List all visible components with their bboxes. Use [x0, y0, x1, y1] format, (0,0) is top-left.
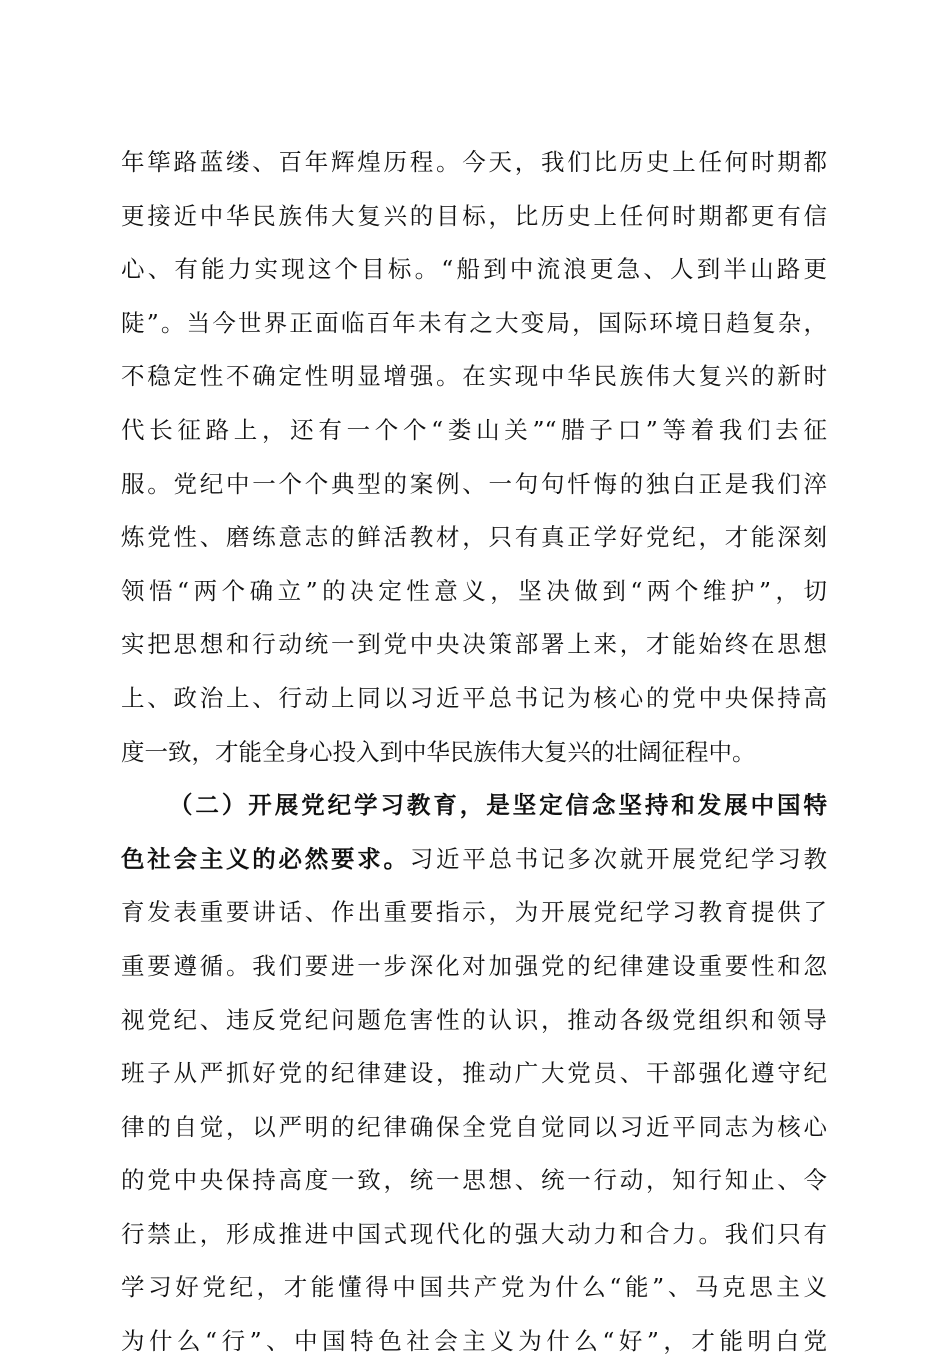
paragraph-2 [121, 779, 827, 1369]
text-line: 为什么“行”、中国特色社会主义为什么“好”，才能明白党 [121, 1327, 827, 1356]
text-line: 领悟“两个确立”的决定性意义，坚决做到“两个维护”，切 [121, 576, 827, 605]
text-line: 上、政治上、行动上同以习近平总书记为核心的党中央保持高 [121, 683, 827, 712]
text-line: 学习好党纪，才能懂得中国共产党为什么“能”、马克思主义 [121, 1273, 827, 1302]
text-line: 班子从严抓好党的纪律建设，推动广大党员、干部强化遵守纪 [121, 1059, 827, 1088]
text-line: 心、有能力实现这个目标。“船到中流浪更急、人到半山路更 [121, 255, 827, 284]
text-line: 年筚路蓝缕、百年辉煌历程。今天，我们比历史上任何时期都 [121, 148, 827, 176]
text-line: 的党中央保持高度一致，统一思想、统一行动，知行知止、令 [121, 1166, 827, 1195]
text-line: 不稳定性不确定性明显增强。在实现中华民族伟大复兴的新时 [121, 362, 827, 391]
text-line: 代长征路上，还有一个个“娄山关”“腊子口”等着我们去征 [121, 415, 827, 444]
text-line: 行禁止，形成推进中国式现代化的强大动力和合力。我们只有 [121, 1219, 827, 1248]
body-text [121, 136, 827, 1369]
text-line: 律的自觉，以严明的纪律确保全党自觉同以习近平同志为核心 [121, 1112, 827, 1141]
text-line: 视党纪、违反党纪问题危害性的认识，推动各级党组织和领导 [121, 1005, 827, 1034]
section-heading: （二）开展党纪学习教育，是坚定信念坚持和发展中国特 [169, 791, 827, 820]
text-line: 陡”。当今世界正面临百年未有之大变局，国际环境日趋复杂， [121, 308, 827, 337]
text-line: 服。党纪中一个个典型的案例、一句句忏悔的独白正是我们淬 [121, 469, 827, 498]
text-span: 习近平总书记多次就开展党纪学习教 [409, 844, 827, 873]
text-line [121, 833, 827, 887]
text-line: 度一致，才能全身心投入到中华民族伟大复兴的壮阔征程中。 [121, 737, 756, 766]
paragraph-1 [121, 136, 827, 779]
text-line: 炼党性、磨练意志的鲜活教材，只有真正学好党纪，才能深刻 [121, 523, 827, 552]
text-line: 实把思想和行动统一到党中央决策部署上来，才能始终在思想 [121, 630, 827, 659]
section-heading-end: 色社会主义的必然要求。 [121, 844, 410, 873]
text-line: 重要遵循。我们要进一步深化对加强党的纪律建设重要性和忽 [121, 951, 827, 980]
text-line: 更接近中华民族伟大复兴的目标，比历史上任何时期都更有信 [121, 201, 827, 230]
text-line: 育发表重要讲话、作出重要指示，为开展党纪学习教育提供了 [121, 898, 827, 927]
